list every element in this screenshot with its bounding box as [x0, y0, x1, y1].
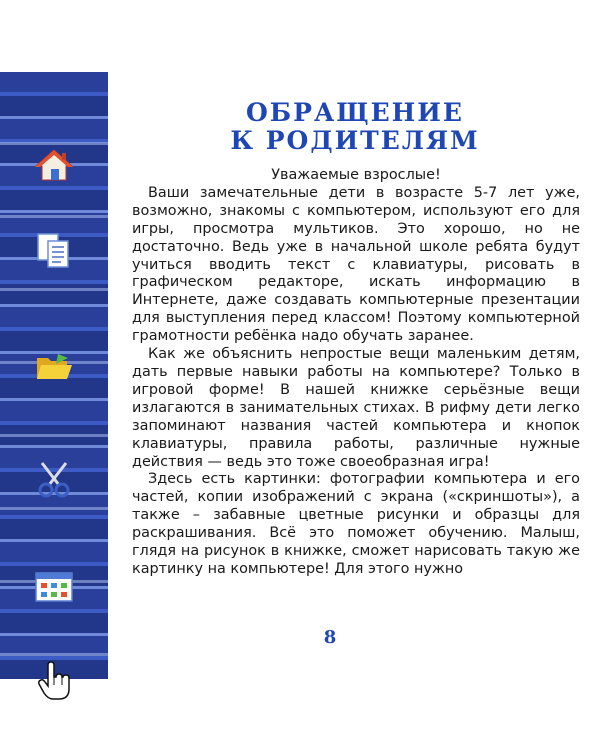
title-line-1: ОБРАЩЕНИЕ [246, 98, 464, 127]
greeting: Уважаемые взрослые! [271, 167, 441, 183]
title-line-2: К РОДИТЕЛЯМ [230, 126, 480, 155]
paragraph: Ваши замечательные дети в возрасте 5-7 лет уже, возможно, знакомы с компьютером, используют его для игры, просмотра мультиков. Это хорошо, но не достаточно. Ведь уже в начальной школе ребята будут учиться вводить текст с клавиатуры, рисовать в графическом редакторе, искать информацию в Интернете, даже создавать компьютерные презентации для выступления перед классом! Поэтому компьютерной грамотности ребёнка надо обучать заранее. [132, 184, 580, 345]
page-title [150, 99, 560, 155]
home-icon [0, 136, 108, 196]
hand-cursor-icon [0, 651, 108, 711]
documents-icon [0, 221, 108, 281]
page-number: 8 [323, 627, 337, 648]
folder-icon [0, 337, 108, 397]
calendar-icon [0, 557, 108, 617]
decorative-sidebar [0, 72, 108, 679]
body-text [132, 167, 580, 579]
paragraph: Как же объяснить непростые вещи маленьким детям, дать первые навыки работы на компьютере? Только в игровой форме! В нашей книжке серьёзные вещи излагаются в занимательных стихах. В рифму дети легко запоминают названия частей компьютера и кнопок клавиатуры, правила работы, различные нужные действия — ведь это тоже своеобразная игра! [132, 346, 580, 470]
scissors-icon [0, 449, 108, 509]
paragraph: Здесь есть картинки: фотографии компьютера и его частей, копии изображений с экрана («скриншоты»), а также – забавные цветные рисунки и образцы для раскрашивания. Всё это поможет обучению. Малыш, глядя на рисунок в книжке, сможет нарисовать такую же картинку на компьютере! Для этого нужно [132, 471, 580, 577]
